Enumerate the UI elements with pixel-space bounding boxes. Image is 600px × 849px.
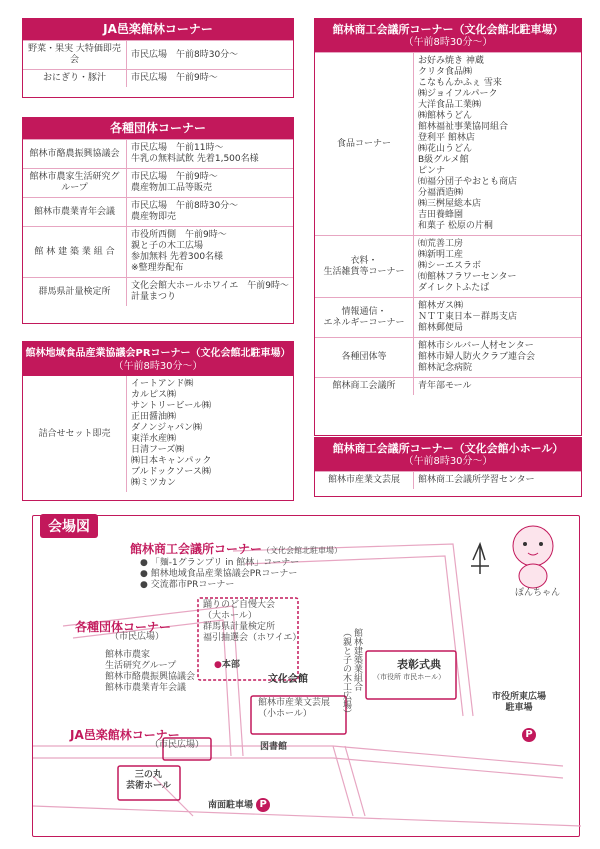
groups-row-detail	[127, 278, 294, 307]
food-assoc-name: 詰合せセット即売	[23, 376, 127, 492]
map-groups-label: 各種団体コーナー	[75, 620, 172, 634]
detail-line: 館林商工会議所学習センター	[418, 475, 535, 485]
table-row	[23, 140, 293, 169]
food-assoc-header	[23, 342, 293, 376]
list-item: サントリービール㈱	[131, 401, 212, 411]
map-ja-label: JA邑楽館林コーナー	[70, 728, 180, 742]
detail-line: 吉田養蜂園	[418, 210, 464, 220]
map-honbu-text: 本部	[221, 660, 240, 670]
honbu-marker-icon: ●	[214, 660, 222, 670]
north-row-detail	[414, 378, 582, 396]
map-ja-sub: （市民広場）	[150, 740, 205, 750]
food-assoc-title: 館林地域食品産業協議会PRコーナー（文化会館北駐車場）	[25, 348, 291, 359]
table-row	[23, 278, 293, 307]
list-item: ㈱日本キャンパック	[131, 456, 212, 466]
detail-line: こなもんかふぇ 雪来	[418, 78, 502, 88]
detail-line: 館林市シルバー人材センター	[418, 341, 534, 351]
table-row	[23, 70, 293, 88]
commerce-small-subtitle: （午前8時30分〜）	[403, 456, 493, 467]
list-item: 踊りのど自慢大会	[203, 600, 276, 610]
list-item: 正田醤油㈱	[131, 412, 177, 422]
table-row	[315, 298, 581, 338]
groups-row-name: 館林市農家生活研究グループ	[23, 169, 127, 198]
mascot-name: ぽんちゃん	[515, 588, 561, 598]
detail-line: 館林市婦人防火クラブ連合会	[418, 352, 536, 362]
groups-row-detail	[127, 140, 294, 169]
detail-line: ㈱三桝屋総本店	[418, 199, 482, 209]
south-parking-text: 南面駐車場	[208, 800, 254, 811]
map-groups-sub: （市民広場）	[110, 632, 165, 642]
map-honbu	[214, 660, 240, 671]
north-row-name: 館林商工会議所	[315, 378, 414, 396]
table-row	[315, 378, 581, 396]
north-row-name: 各種団体等	[315, 338, 414, 378]
detail-line: ＮＴＴ東日本－群馬支店	[418, 312, 518, 322]
detail-line: 市民広場 午前9時〜	[131, 172, 218, 182]
list-item: 三の丸	[134, 770, 162, 780]
table-row	[315, 472, 581, 490]
map-commerce-items	[140, 558, 299, 591]
detail-line: 農産物即売	[131, 212, 177, 222]
detail-line: 市民広場 午前9時〜	[131, 73, 218, 83]
food-assoc-panel	[22, 341, 294, 501]
detail-line: 青年部モール	[418, 381, 472, 391]
map-south-parking	[208, 798, 270, 812]
commerce-north-subtitle: （午前8時30分〜）	[403, 37, 493, 48]
commerce-north-title: 館林商工会議所コーナー（文化会館北駐車場）	[332, 23, 564, 36]
detail-line: ピンナ	[418, 166, 446, 176]
detail-line: 参加無料 先着300名様	[131, 252, 224, 262]
list-item: 館林市酪農振興協議会	[105, 672, 196, 682]
table-row	[23, 198, 293, 227]
detail-line: ㈲館林フラワーセンター	[418, 272, 517, 282]
groups-row-name: 館 林 建 築 業 組 合	[23, 227, 127, 278]
ja-row-detail	[127, 70, 294, 88]
groups-row-detail	[127, 198, 294, 227]
detail-line: 分福酒造㈱	[418, 188, 464, 198]
detail-line: ㈱シーエスラボ	[418, 261, 482, 271]
map-hall-items	[203, 600, 301, 644]
groups-row-name: 館林市酪農振興協議会	[23, 140, 127, 169]
groups-corner-panel	[22, 117, 294, 324]
food-assoc-subtitle: （午前8時30分〜）	[113, 361, 203, 372]
commerce-small-header	[315, 438, 581, 471]
parking-icon: P	[256, 798, 270, 812]
north-row-name: 情報通信・ エネルギーコーナー	[315, 298, 414, 338]
detail-line: ダイレクトふたば	[418, 283, 490, 293]
list-item: 館林市産業文芸展	[258, 698, 331, 708]
ja-corner-table	[23, 40, 293, 87]
groups-corner-table	[23, 139, 293, 306]
detail-line: 館林記念病院	[418, 363, 473, 373]
detail-line: B級グルメ館	[418, 155, 469, 165]
map-bunka: 文化会館	[268, 674, 308, 685]
parking-icon: P	[522, 728, 536, 742]
commerce-small-title: 館林商工会議所コーナー（文化会館小ホール）	[332, 442, 564, 455]
detail-line: 館林ガス㈱	[418, 301, 464, 311]
list-item: ● 館林地域食品産業協議会PRコーナー	[140, 569, 298, 579]
detail-line: ㈱花山うどん	[418, 144, 473, 154]
venue-map-title: 会場図	[40, 514, 98, 538]
groups-corner-title: 各種団体コーナー	[23, 118, 293, 139]
table-row	[23, 41, 293, 70]
groups-row-detail	[127, 169, 294, 198]
detail-line: 大洋食品工業㈱	[418, 100, 482, 110]
map-hyosho-sub: （市役所 市民ホール）	[373, 673, 446, 681]
map-sangyo	[258, 698, 330, 720]
detail-line: お好み焼き 神蔵	[418, 56, 484, 66]
list-item: 芸術ホール	[126, 781, 171, 791]
ja-row-detail	[127, 41, 294, 70]
detail-line: 親と子の木工広場	[131, 241, 204, 251]
list-item: （大ホール）	[203, 611, 257, 621]
list-item: 館林市農業青年会議	[105, 683, 187, 693]
map-library: 図書館	[260, 742, 288, 752]
detail-line: 市民広場 午前11時〜	[131, 143, 224, 153]
list-item: 館林建築業組合	[352, 628, 362, 691]
detail-line: ㈱新明工産	[418, 250, 464, 260]
commerce-north-panel	[314, 18, 582, 436]
map-groups-items	[105, 650, 195, 694]
table-row	[315, 338, 581, 378]
list-item: （親と子の木工広場）	[341, 628, 351, 718]
detail-line: 和菓子 松原の片桐	[418, 221, 493, 231]
detail-line: 館林福祉事業協同組合	[418, 122, 509, 132]
detail-line: ㈲福分団子やおとも商店	[418, 177, 518, 187]
detail-line: 農産物加工品等販売	[131, 183, 213, 193]
north-row-name: 食品コーナー	[315, 53, 414, 236]
small-row-detail	[414, 472, 582, 490]
map-east-parking	[492, 692, 546, 714]
list-item: ● 「麺-1グランプリ in 館林」コーナー	[140, 558, 300, 568]
list-item: 館林市農家	[105, 650, 151, 660]
commerce-small-panel	[314, 437, 582, 497]
table-row	[23, 169, 293, 198]
list-item: 駐車場	[505, 703, 533, 713]
list-item: 東洋水産㈱	[131, 434, 177, 444]
detail-line: 市民広場 午前8時30分〜	[131, 201, 239, 211]
map-kenchiku	[340, 628, 362, 718]
list-item: ブルドックソース㈱	[131, 467, 211, 477]
detail-line: 館林郵便局	[418, 323, 464, 333]
detail-line: ※整理券配布	[131, 263, 184, 273]
food-assoc-items	[127, 376, 294, 492]
commerce-north-header	[315, 19, 581, 52]
detail-line: 牛乳の無料試飲 先着1,500名様	[131, 154, 259, 164]
groups-row-name: 館林市農業青年会議	[23, 198, 127, 227]
list-item: 日清フーズ㈱	[131, 445, 185, 455]
small-row-name: 館林市産業文芸展	[315, 472, 414, 490]
north-row-name: 衣料・ 生活雑貨等コーナー	[315, 236, 414, 298]
table-row	[315, 53, 581, 236]
north-row-detail	[414, 236, 582, 298]
map-commerce-sub: （文化会館北駐車場）	[262, 546, 343, 555]
food-assoc-table	[23, 376, 293, 492]
north-row-detail	[414, 338, 582, 378]
map-hyosho: 表彰式典	[397, 658, 441, 671]
list-item: ダノンジャパン㈱	[131, 423, 202, 433]
ja-row-name: 野菜・果実 大特価即売会	[23, 41, 127, 70]
list-item: カルピス㈱	[131, 390, 177, 400]
commerce-small-table	[315, 471, 581, 489]
groups-row-detail	[127, 227, 294, 278]
detail-line: クリタ食品㈱	[418, 67, 473, 77]
detail-line: ㈲荒善工房	[418, 239, 464, 249]
detail-line: ㈱ジョイフルパーク	[418, 89, 498, 99]
ja-corner-panel	[22, 18, 294, 98]
list-item: 福引抽選会（ホワイエ）	[203, 633, 302, 643]
detail-line: 文化会館大ホールホワイエ 午前9時〜	[131, 281, 289, 291]
table-row	[315, 236, 581, 298]
detail-line: 市民広場 午前8時30分〜	[131, 49, 239, 60]
table-row	[23, 227, 293, 278]
detail-line: 計量まつり	[131, 292, 177, 302]
list-item: （小ホール）	[258, 709, 312, 719]
commerce-north-table	[315, 52, 581, 395]
detail-line: ㈱館林うどん	[418, 111, 473, 121]
list-item: 群馬県計量検定所	[203, 622, 276, 632]
north-row-detail	[414, 53, 582, 236]
detail-line: 登利平 館林店	[418, 133, 475, 143]
groups-row-name: 群馬県計量検定所	[23, 278, 127, 307]
ja-row-name: おにぎり・豚汁	[23, 70, 127, 88]
map-commerce-label	[130, 540, 342, 557]
map-sannomaru	[126, 770, 171, 792]
list-item: ㈱ミツカン	[131, 478, 177, 488]
ja-corner-title: JA邑楽館林コーナー	[23, 19, 293, 40]
list-item: 市役所東広場	[492, 692, 547, 702]
detail-line: 市役所西側 午前9時〜	[131, 230, 227, 240]
map-commerce-label-text: 館林商工会議所コーナー	[130, 542, 263, 556]
north-row-detail	[414, 298, 582, 338]
list-item: ● 交流都市PRコーナー	[140, 580, 235, 590]
list-item: 生活研究グループ	[105, 661, 177, 671]
list-item: イートアンド㈱	[131, 379, 194, 389]
